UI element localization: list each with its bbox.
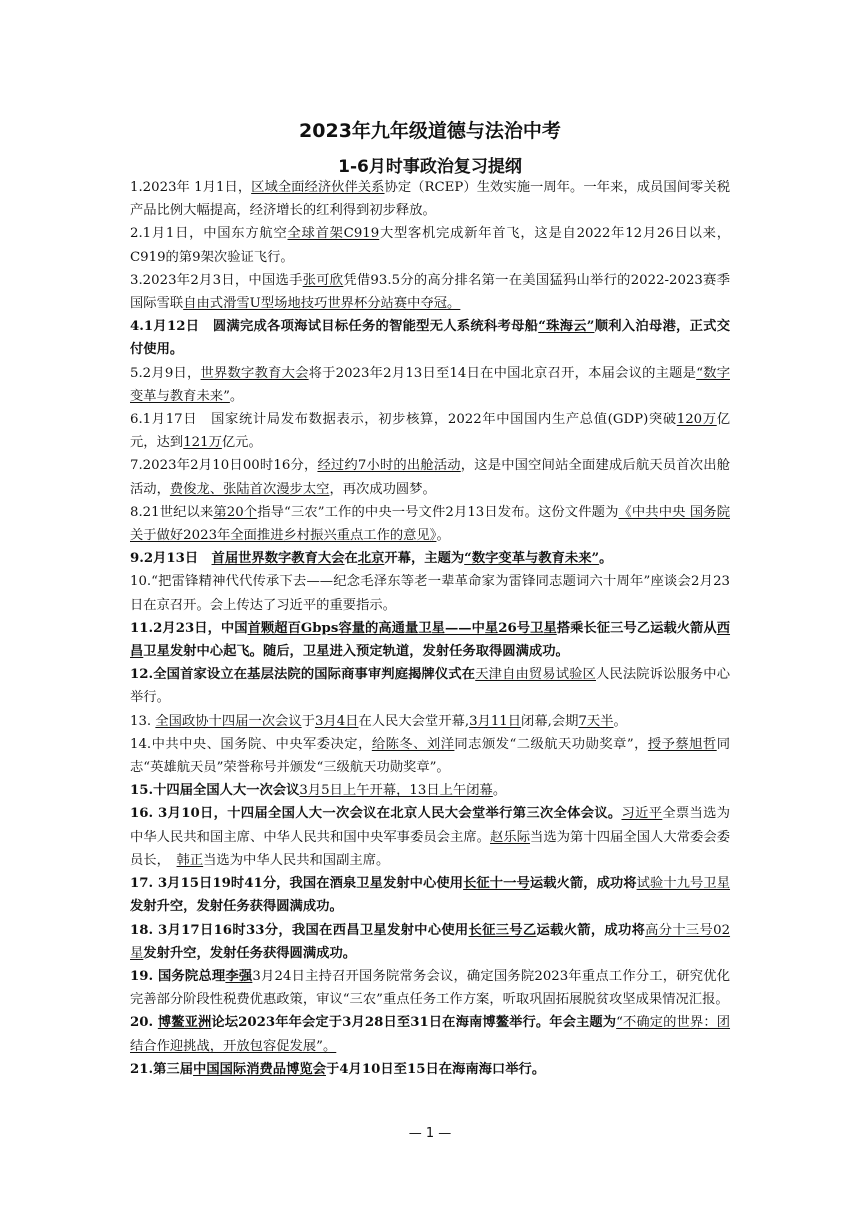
news-item xyxy=(130,269,730,315)
underlined-key-term: 长征十一号 xyxy=(463,876,530,892)
item-text: 协定（RCEP）生效实施一周年。一年来，成员国间零关税产品比例大幅提高，经济增长的红利得到初步释放。 xyxy=(130,180,730,219)
item-text: 运载火箭，成功将 xyxy=(536,922,646,938)
news-item-list xyxy=(130,176,730,1081)
item-text: 11.2月23日，中国 xyxy=(130,620,248,636)
item-text: 15.十四届全国人大一次会议 xyxy=(130,783,300,799)
news-item xyxy=(130,710,730,733)
news-item xyxy=(130,176,730,222)
item-text: 2.1月1日，中国东方航空 xyxy=(130,226,288,242)
item-text: 3月24日主持召开国务院常务会议，确定国务院2023年重点工作分工，研究优化完善部分阶段性税费优惠政策，审议“三农”重点任务工作方案，听取巩固拓展脱贫攻坚成果情况汇报。 xyxy=(130,968,731,1008)
underlined-key-term: 区域全面经济伙伴关系 xyxy=(251,180,385,195)
item-text: 4.1月12日 圆满完成各项海试目标任务的智能型无人系统科考母船 xyxy=(130,319,539,335)
item-text: 凭借93.5分的高分排名第一在美国猛犸山举行的2022-2023赛季国际雪联 xyxy=(130,272,731,312)
underlined-key-term: 世界数字教育大会 xyxy=(200,365,309,381)
news-item xyxy=(130,222,730,268)
underlined-key-term: “不确定的世界：团结合作迎挑战，开放包容促发展”。 xyxy=(130,1015,731,1054)
page-number: — 1 — xyxy=(408,1126,452,1141)
item-text: 14.中共中央、国务院、中央军委决定， xyxy=(130,736,372,752)
item-text: 16. 3月10日，十四届全国人大一次会议在北京人民大会堂举行第三次全体会议。 xyxy=(130,806,622,822)
underlined-key-term: 费俊龙、张陆首次漫步太空 xyxy=(169,481,330,497)
item-text: 当选为中华人民共和国副主席。 xyxy=(203,852,390,868)
underlined-key-term: 首颗超百Gbps容量的高通量卫星——中星26号卫星 xyxy=(247,620,557,636)
news-item xyxy=(130,872,730,918)
item-text: 发射升空，发射任务获得圆满成功。 xyxy=(143,945,357,961)
item-text: ，这是中国空间站全面建成后航天员首次出舱活动， xyxy=(130,458,731,497)
underlined-key-term: 中国国际消费品博览会 xyxy=(193,1061,326,1077)
item-text: 8.21世纪以来 xyxy=(130,504,214,520)
item-text: 19. 国务院总理 xyxy=(130,968,226,984)
underlined-key-term: 7天半 xyxy=(578,713,614,729)
underlined-key-term: 天津自由贸易试验区 xyxy=(475,667,596,683)
news-item xyxy=(130,570,730,616)
underlined-key-term: 全球首架C919 xyxy=(287,226,380,242)
item-text: 闭幕,会期 xyxy=(521,713,579,729)
underlined-key-term: 经过约7小时的出舱活动 xyxy=(317,458,461,474)
underlined-key-term: 试验十九号卫星 xyxy=(636,876,731,892)
underlined-key-term: 全国政协十四届一次会议 xyxy=(155,713,302,729)
item-text: 论坛2023年年会定于3月28日至31日在海南博鳌举行。年会主题为 xyxy=(211,1015,617,1031)
news-item xyxy=(130,1058,730,1081)
underlined-key-term: 李强 xyxy=(225,968,253,984)
news-item xyxy=(130,362,730,408)
underlined-key-term: 自由式滑雪U型场地技巧世界杯分站赛中夺冠。 xyxy=(183,296,461,312)
underlined-key-term: 北京 xyxy=(357,551,385,567)
item-text: 3.2023年2月3日，中国选手 xyxy=(130,272,303,288)
item-text: 亿元，达到 xyxy=(130,412,730,451)
item-text: 于4月10日至15日在海南海口举行。 xyxy=(326,1061,546,1077)
item-text: 9.2月13日 xyxy=(130,551,212,567)
news-item xyxy=(130,965,730,1011)
news-item xyxy=(130,408,730,454)
item-text: 将于2023年2月13日至14日在中国北京召开，本届会议的主题是 xyxy=(308,365,697,381)
item-text: 1.2023年 1月1日， xyxy=(130,180,252,195)
item-text: 10.“把雷锋精神代代传承下去——纪念毛泽东等老一辈革命家为雷锋同志题词六十周年”座谈会2月23日在京召开。会上传达了习近平的重要指示。 xyxy=(130,574,730,613)
item-text: 运载火箭，成功将 xyxy=(529,876,637,892)
item-text: 全票当选为中华人民共和国主席、中华人民共和国中央军事委员会主席。 xyxy=(130,806,730,845)
item-text: 在人民大会堂开幕, xyxy=(358,713,470,729)
news-item xyxy=(130,663,730,709)
underlined-key-term: 授予蔡旭哲 xyxy=(647,736,717,752)
item-text: 。 xyxy=(613,713,627,729)
item-text: 指导“三农”工作的中央一号文件2月13日发布。这份文件题为 xyxy=(257,504,619,520)
item-text: 同志颁发“二级航天功勋奖章”， xyxy=(454,736,648,752)
item-text: 12.全国首家设立在基层法院的国际商事审判庭揭牌仪式在 xyxy=(130,667,476,683)
underlined-key-term: 第20个 xyxy=(213,504,258,520)
document-title: 2023年九年级道德与法治中考 xyxy=(299,120,561,142)
item-text: 18. 3月17日16时33分，我国在西昌卫星发射中心使用 xyxy=(130,922,469,938)
underlined-key-term: 长征三号乙 xyxy=(468,922,537,938)
item-text: 13. xyxy=(130,713,156,729)
item-text: 顺利入泊母港，正式交付使用。 xyxy=(130,319,731,358)
item-text: 7.2023年2月10日00时16分， xyxy=(130,458,318,474)
underlined-key-term: 赵乐际 xyxy=(490,829,531,845)
news-item xyxy=(130,547,730,570)
item-text: ，再次成功圆梦。 xyxy=(329,481,436,497)
underlined-key-term: 西昌 xyxy=(130,620,731,660)
item-text: 同志“英雄航天员”荣誉称号并颁发“三级航天功勋奖章”。 xyxy=(130,736,730,776)
item-text: 17. 3月15日19时41分，我国在酒泉卫星发射中心使用 xyxy=(130,876,464,892)
item-text: 发射升空，发射任务获得圆满成功。 xyxy=(130,899,343,915)
news-item xyxy=(130,315,730,361)
news-item xyxy=(130,919,730,965)
item-text: 大型客机完成新年首飞，这是自2022年12月26日以来，C919的第9架次验证飞行。 xyxy=(130,226,730,265)
underlined-key-term: “数字变革与教育未来” xyxy=(130,365,730,404)
underlined-key-term: 韩正 xyxy=(176,852,204,868)
item-text: 21.第三届 xyxy=(130,1061,194,1077)
item-text: 开幕，主题为 xyxy=(384,551,465,567)
news-item xyxy=(130,501,730,547)
underlined-key-term: 3月4日 xyxy=(314,713,359,729)
item-text: 卫星发射中心起飞。随后，卫星进入预定轨道，发射任务取得圆满成功。 xyxy=(143,644,569,660)
news-item xyxy=(130,779,730,802)
underlined-key-term: 3月5日上午开幕，13日上午闭幕 xyxy=(299,783,493,799)
item-text: 5.2月9日， xyxy=(130,365,201,381)
underlined-key-term: 121万 xyxy=(183,435,222,451)
news-item xyxy=(130,802,730,872)
item-text: 。 xyxy=(229,388,244,404)
underlined-key-term: 给陈冬、刘洋 xyxy=(371,736,455,752)
news-item xyxy=(130,733,730,779)
item-text: 20. xyxy=(130,1015,158,1031)
news-item xyxy=(130,1011,730,1057)
item-text: 在 xyxy=(344,551,358,567)
underlined-key-term: “珠海云” xyxy=(538,319,595,335)
underlined-key-term: 博鳌亚洲 xyxy=(157,1015,212,1031)
item-text: 当选为第十四届全国人大常委会委员长， xyxy=(130,829,731,868)
item-text: 人民法院诉讼服务中心举行。 xyxy=(130,667,731,706)
underlined-key-term: 张可欣 xyxy=(302,272,344,288)
news-item xyxy=(130,454,730,500)
underlined-key-term: 120万 xyxy=(676,412,717,428)
underlined-key-term: 《中共中央 国务院关于做好2023年全面推进乡村振兴重点工作的意见》 xyxy=(130,504,730,544)
item-text: 于 xyxy=(301,713,315,729)
underlined-key-term: 高分十三号02星 xyxy=(130,922,731,961)
underlined-key-term: 3月11日 xyxy=(469,713,522,729)
item-text: 6.1月17日 国家统计局发布数据表示，初步核算，2022年中国国内生产总值(GDP)突破 xyxy=(130,412,677,428)
item-text: 。 xyxy=(599,551,613,567)
news-item xyxy=(130,617,730,663)
document-subtitle: 1-6月时事政治复习提纲 xyxy=(338,157,522,177)
underlined-key-term: “数字变革与教育未来” xyxy=(464,551,600,567)
underlined-key-term: 习近平 xyxy=(621,806,663,822)
item-text: 。 xyxy=(492,783,507,799)
underlined-key-term: 首届世界数字教育大会 xyxy=(211,551,345,567)
item-text: 搭乘长征三号乙运载火箭从 xyxy=(556,620,717,636)
item-text: 。 xyxy=(436,528,450,544)
item-text: 亿元。 xyxy=(221,435,262,451)
